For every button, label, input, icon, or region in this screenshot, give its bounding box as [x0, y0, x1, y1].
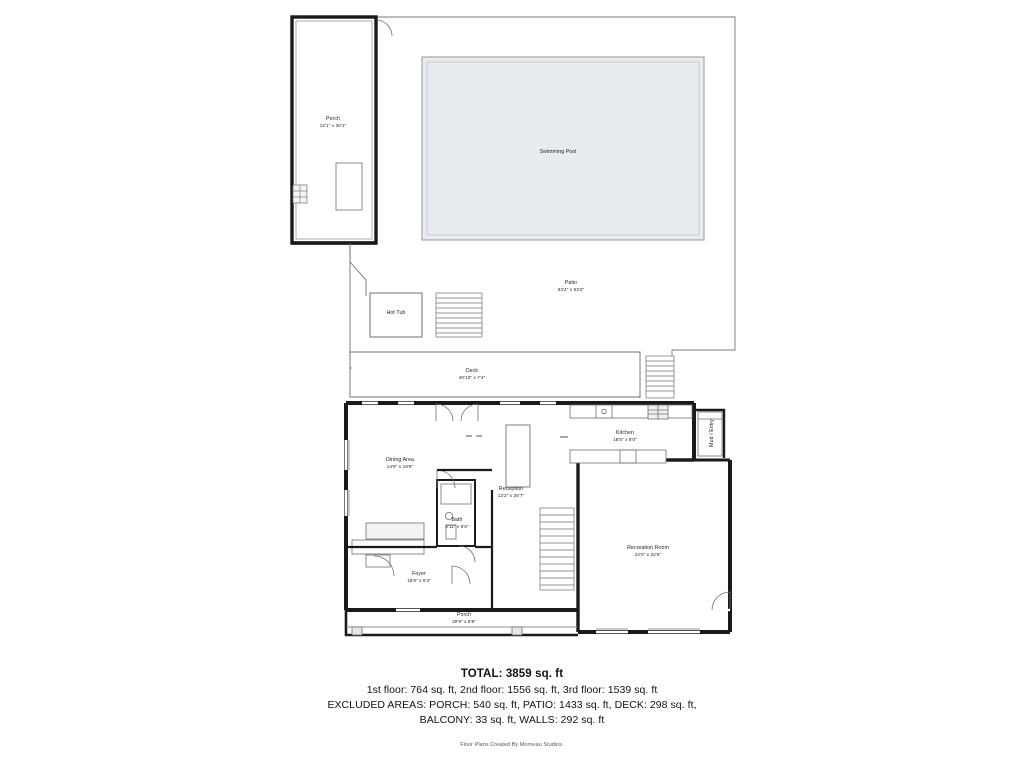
room-dimension: 3'11" x 6'6": [445, 523, 469, 529]
room-name: Dining Area: [386, 456, 414, 463]
area-summary: [0, 668, 1024, 729]
recreation-door: [712, 592, 730, 610]
upper-porch-walls: [292, 17, 392, 296]
room-name: Kitchen: [615, 429, 634, 436]
room-dimension: 18'5" x 8'0": [613, 436, 637, 442]
swimming-pool-shape: [422, 57, 704, 240]
hot-tub-shape: [370, 293, 422, 337]
deck-shape: [350, 352, 640, 397]
main-staircase: [540, 508, 574, 590]
exterior-stairs: [646, 356, 674, 398]
room-dimension: 30'9" x 5'8": [452, 618, 476, 624]
house-top-doors: [436, 404, 478, 421]
mud-entry-fixtures: [698, 412, 722, 456]
house-walls: [346, 403, 730, 635]
room-dimension: 13'2" x 26'7": [497, 492, 525, 498]
kitchen-fixtures: [570, 405, 692, 463]
room-dimension: 40'10" x 7'4": [458, 374, 486, 380]
room-name: Recreation Room: [627, 544, 669, 551]
room-name: Reception: [498, 485, 524, 492]
room-name: Foyer: [412, 570, 426, 577]
lower-porch-detail: [346, 610, 578, 635]
floor-breakdown: 1st floor: 764 sq. ft, 2nd floor: 1556 sq. ft, 3rd floor: 1539 sq. ft: [366, 684, 658, 696]
room-dimension: 12'1" x 30'1": [319, 122, 347, 128]
room-dimension: 16'9" x 6'4": [407, 577, 431, 583]
foyer-fixtures: [352, 523, 470, 584]
room-name: Mud / Entry: [708, 419, 715, 447]
reception-fixture: [506, 425, 530, 487]
plan-geometry: [292, 17, 735, 635]
bath-detail: [437, 470, 475, 562]
credit-text: Floor Plans Created By Morneau Studios.: [460, 742, 564, 748]
room-name: Porch: [456, 611, 472, 618]
room-name: Hot Tub: [386, 309, 406, 316]
room-name: Porch: [325, 115, 341, 122]
room-name: Bath: [451, 516, 463, 523]
excluded-areas-line-1: EXCLUDED AREAS: PORCH: 540 sq. ft, PATIO: 1433 sq. ft, DECK: 298 sq. ft,: [327, 699, 697, 712]
room-dimension: 53'4" x 53'2": [557, 286, 585, 292]
excluded-areas-line-2: BALCONY: 33 sq. ft, WALLS: 292 sq. ft: [419, 714, 605, 727]
room-dimension: 14'9" x 19'6": [386, 463, 414, 469]
patio-stairs: [436, 293, 482, 337]
room-dimension: 22'0" x 22'5": [634, 551, 662, 557]
room-name: Patio: [564, 279, 578, 286]
room-name: Swimming Pool: [539, 148, 577, 155]
total-area: TOTAL: 3859 sq. ft: [460, 668, 564, 680]
room-name: Deck: [465, 367, 479, 374]
